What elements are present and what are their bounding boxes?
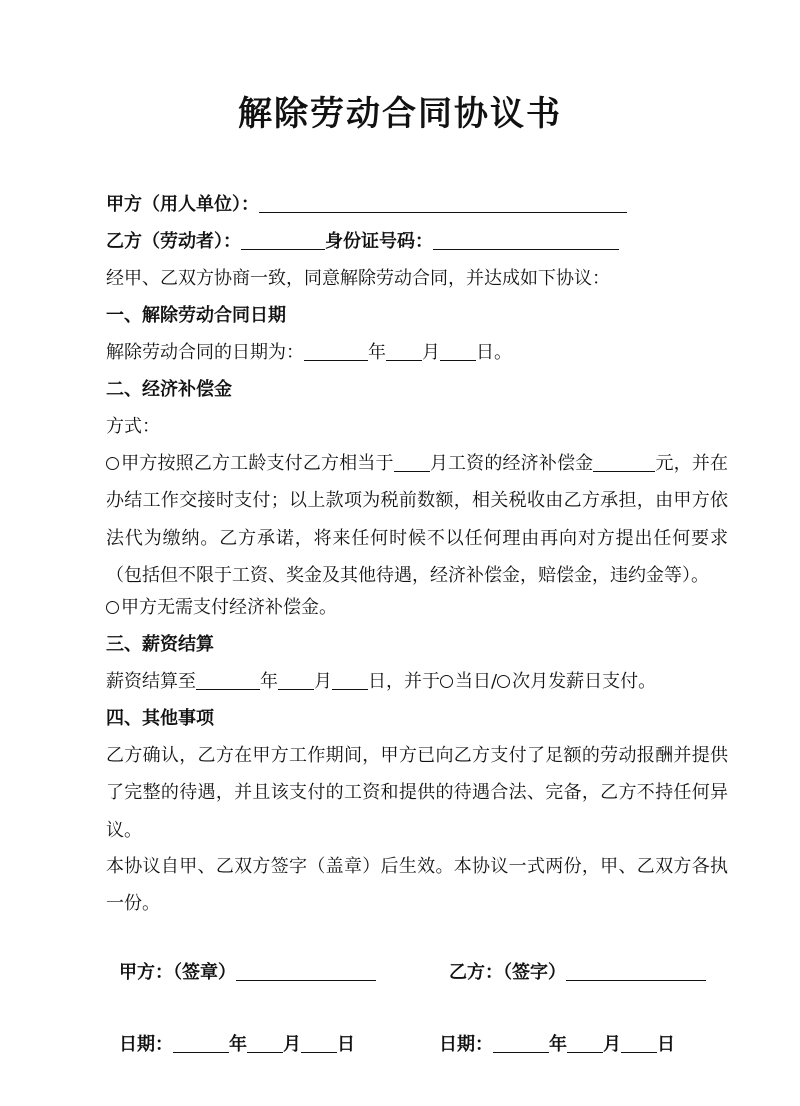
section1-date-label: 解除劳动合同的日期为： <box>106 342 304 363</box>
party-b-date-label: 日期： <box>439 1034 493 1055</box>
party-b-date <box>439 1030 675 1056</box>
section3-heading: 三、薪资结算 <box>106 634 214 655</box>
party-a-date <box>119 1030 355 1056</box>
section4-heading: 四、其他事项 <box>106 708 214 729</box>
party-a-label: 甲方（用人单位）： <box>106 194 259 215</box>
party-a-name-field[interactable] <box>259 192 627 213</box>
section4-paragraph2: 本协议自甲、乙双方签字（盖章）后生效。本协议一式两份，甲、乙双方各执一份。 <box>106 856 728 915</box>
party-b-year-label: 年 <box>549 1034 567 1055</box>
same-day-label: 当日/ <box>455 671 498 692</box>
party-b-signature-label: 乙方：（签字） <box>449 962 566 983</box>
section1-date-line <box>106 334 512 371</box>
year-label: 年 <box>368 342 386 363</box>
party-b-id-field[interactable] <box>433 229 619 250</box>
option1-part2: 月工资的经济补偿金 <box>429 453 594 474</box>
salary-prefix: 薪资结算至 <box>106 671 196 692</box>
party-b-label: 乙方（劳动者）： <box>106 231 241 252</box>
month-label: 月 <box>422 342 440 363</box>
next-payday-radio[interactable] <box>497 675 510 688</box>
party-b-signature-field[interactable] <box>566 960 706 981</box>
salary-year-field[interactable] <box>196 669 260 690</box>
compensation-amount-field[interactable] <box>593 451 655 472</box>
termination-year-field[interactable] <box>304 340 368 361</box>
salary-settlement-line <box>106 663 656 700</box>
document-title: 解除劳动合同协议书 <box>238 94 562 134</box>
compensation-option1 <box>106 445 728 594</box>
party-b-signature <box>449 958 706 984</box>
party-a-date-month-field[interactable] <box>247 1032 283 1053</box>
party-a-signature-field[interactable] <box>236 960 376 981</box>
section2-heading: 二、经济补偿金 <box>106 379 232 400</box>
party-a-date-day-field[interactable] <box>301 1032 337 1053</box>
same-day-radio[interactable] <box>440 675 453 688</box>
intro-text: 经甲、乙双方协商一致，同意解除劳动合同，并达成如下协议： <box>106 268 610 289</box>
party-b-date-year-field[interactable] <box>493 1032 549 1053</box>
party-b-month-label: 月 <box>603 1034 621 1055</box>
section4-paragraph1: 乙方确认，乙方在甲方工作期间，甲方已向乙方支付了足额的劳动报酬并提供了完整的待遇，并且该支付的工资和提供的待遇合法、完备，乙方不持任何异议。 <box>106 745 728 841</box>
party-b-name-field[interactable] <box>241 229 325 250</box>
option1-part3: 元，并在办结工作交接时支付；以上款项为税前数额，相关税收由乙方承担，由甲方依法代为缴纳。乙方承诺，将来任何时候不以任何理由再向对方提出任何要求（包括但不限于工资、奖金及其他待遇，经济补偿金，赔偿金，违约金等）。 <box>106 453 729 586</box>
party-a-month-label: 月 <box>283 1034 301 1055</box>
compensation-option2 <box>106 589 337 626</box>
salary-year-label: 年 <box>260 671 278 692</box>
method-label: 方式： <box>106 416 160 437</box>
option1-radio[interactable] <box>106 457 119 470</box>
termination-day-field[interactable] <box>440 340 476 361</box>
option2-text: 甲方无需支付经济补偿金。 <box>121 597 337 618</box>
party-b-id-label: 身份证号码： <box>325 231 433 252</box>
party-a-date-year-field[interactable] <box>173 1032 229 1053</box>
party-a-signature <box>119 958 376 984</box>
salary-day-field[interactable] <box>332 669 368 690</box>
party-b-date-day-field[interactable] <box>621 1032 657 1053</box>
salary-month-label: 月 <box>314 671 332 692</box>
option1-part1: 甲方按照乙方工龄支付乙方相当于 <box>121 453 394 474</box>
party-b-line <box>106 223 619 260</box>
option2-radio[interactable] <box>106 601 119 614</box>
salary-day-label: 日，并于 <box>368 671 440 692</box>
party-b-day-label: 日 <box>657 1034 675 1055</box>
salary-month-field[interactable] <box>278 669 314 690</box>
next-payday-label: 次月发薪日支付。 <box>512 671 657 692</box>
termination-month-field[interactable] <box>386 340 422 361</box>
day-label: 日。 <box>476 342 512 363</box>
party-b-date-month-field[interactable] <box>567 1032 603 1053</box>
party-a-day-label: 日 <box>337 1034 355 1055</box>
party-a-date-label: 日期： <box>119 1034 173 1055</box>
party-a-line <box>106 186 627 223</box>
months-field[interactable] <box>394 451 430 472</box>
party-a-signature-label: 甲方：（签章） <box>119 962 236 983</box>
party-a-year-label: 年 <box>229 1034 247 1055</box>
section1-heading: 一、解除劳动合同日期 <box>106 305 286 326</box>
